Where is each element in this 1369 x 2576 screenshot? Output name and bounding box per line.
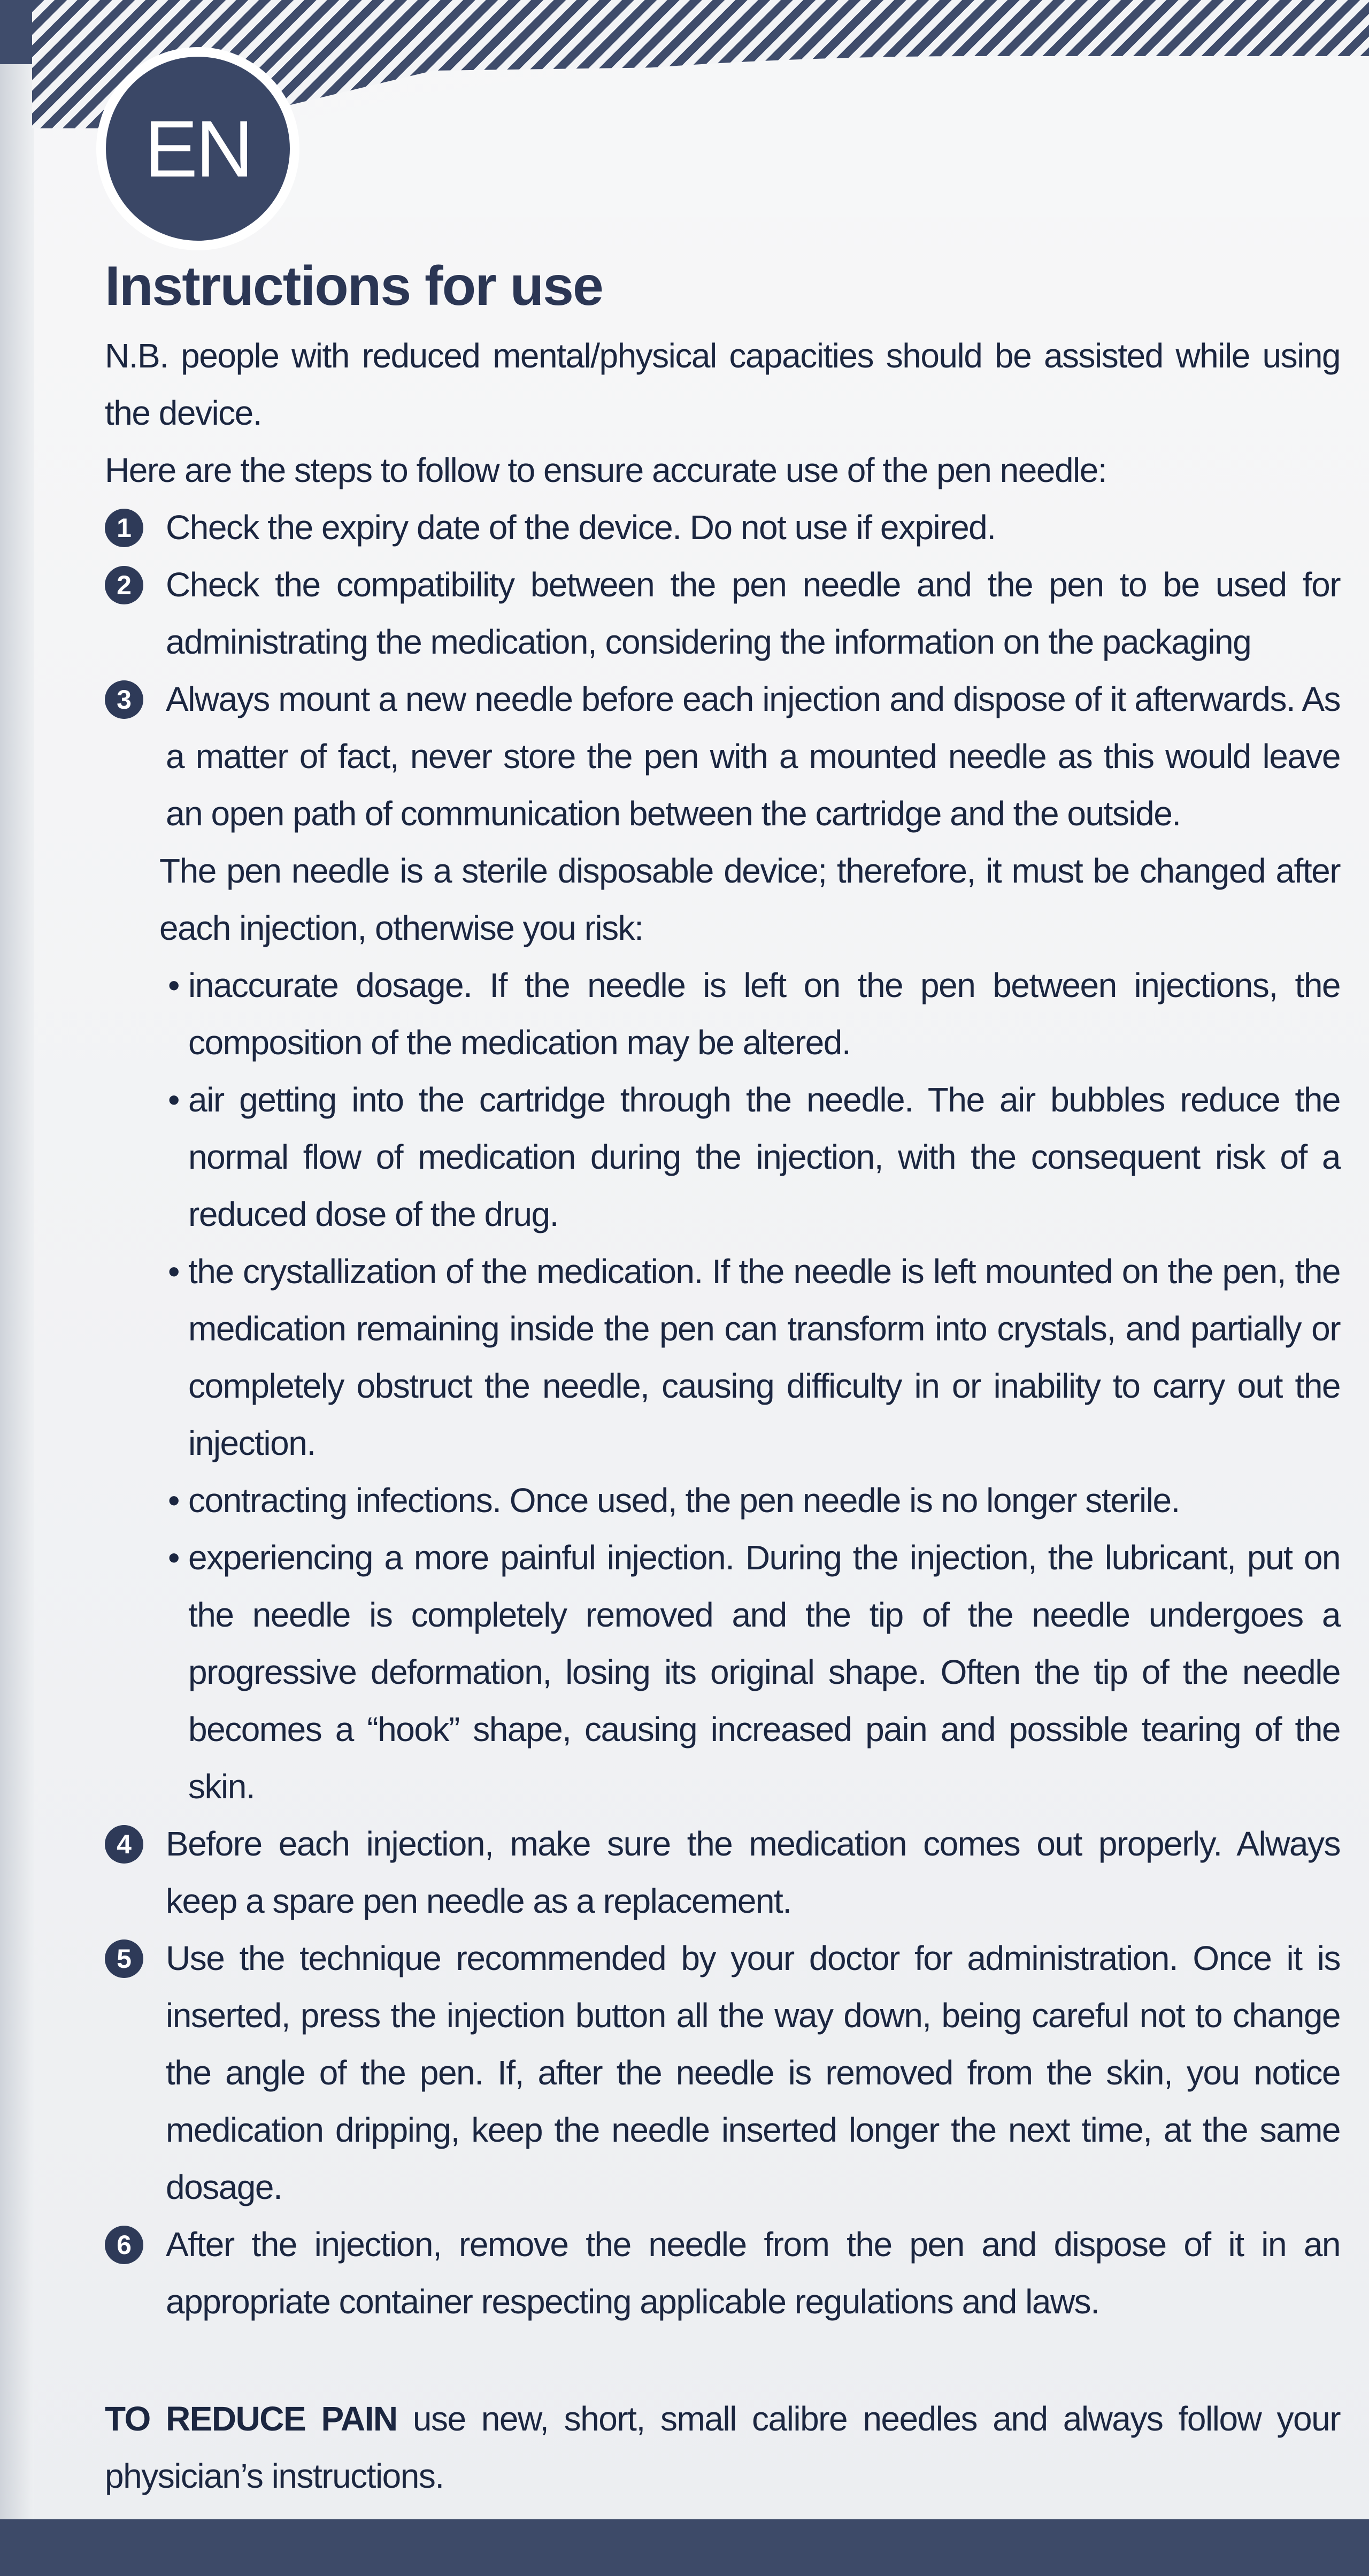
step-item xyxy=(105,2216,1340,2330)
risk-item: • contracting infections. Once used, the pen needle is no longer sterile. xyxy=(167,1472,1340,1529)
step-text: Use the technique recommended by your doctor for administration. Once it is inserted, press the injection button all the way down, being careful not to change the angle of the pen. If, after the needle is removed from the skin, you notice medication dripping, keep the needle inserted longer the next time, at the same dosage. xyxy=(166,1939,1340,2206)
risk-item: • inaccurate dosage. If the needle is left on the pen between injections, the composition of the medication may be altered. xyxy=(167,957,1340,1071)
risk-item: • air getting into the cartridge through the needle. The air bubbles reduce the normal flow of medication during the injection, with the consequent risk of a reduced dose of the drug. xyxy=(167,1071,1340,1243)
risk-list xyxy=(166,957,1340,1815)
step-text: Always mount a new needle before each injection and dispose of it afterwards. As a matter of fact, never store the pen with a mounted needle as this would leave an open path of communication between the cartridge and the outside. xyxy=(166,680,1340,833)
step-item xyxy=(105,1930,1340,2216)
step-text: After the injection, remove the needle from the pen and dispose of it in an appropriate container respecting applicable regulations and laws. xyxy=(166,2225,1340,2321)
risk-item: • the crystallization of the medication. If the needle is left mounted on the pen, the medication remaining inside the pen can transform into crystals, and partially or completely obstruct the needle, causing difficulty in or inability to carry out the injection. xyxy=(167,1243,1340,1472)
step-note: The pen needle is a sterile disposable device; therefore, it must be changed after each injection, otherwise you risk: xyxy=(159,852,1340,947)
step-text: Before each injection, make sure the medication comes out properly. Always keep a spare pen needle as a replacement. xyxy=(166,1824,1340,1920)
steps-list xyxy=(105,499,1340,2330)
step-number-badge: 4 xyxy=(105,1825,143,1864)
language-badge: EN xyxy=(106,57,290,241)
step-number-badge: 6 xyxy=(105,2226,143,2264)
step-item xyxy=(105,556,1340,671)
bottom-band xyxy=(0,2519,1369,2576)
step-number-badge: 2 xyxy=(105,566,143,604)
intro-note: N.B. people with reduced mental/physical capacities should be assisted while using the device. xyxy=(105,336,1340,432)
step-item xyxy=(105,1815,1340,1930)
step-item xyxy=(105,499,1340,556)
step-text: Check the compatibility between the pen needle and the pen to be used for administrating the medication, considering the information on the packaging xyxy=(166,565,1340,661)
step-text: Check the expiry date of the device. Do not use if expired. xyxy=(166,508,996,547)
intro-lead: Here are the steps to follow to ensure accurate use of the pen needle: xyxy=(105,451,1107,489)
instructions-content xyxy=(105,251,1340,2539)
step-number-badge: 5 xyxy=(105,1939,143,1978)
pain-reduction-text: use new, short, small calibre needles and always follow your physician’s instructions. xyxy=(105,2399,1341,2495)
page-edge-shadow xyxy=(0,0,34,2576)
header-curve xyxy=(225,56,1369,217)
pain-reduction-note xyxy=(105,2390,1340,2505)
risk-item: • experiencing a more painful injection. During the injection, the lubricant, put on the needle is completely removed and the tip of the needle undergoes a progressive deformation, losing its original shape. Often the tip of the needle becomes a “hook” shape, causing increased pain and possible tearing of the skin. xyxy=(167,1529,1340,1815)
step-item xyxy=(105,671,1340,1815)
pain-reduction-heading: TO REDUCE PAIN xyxy=(105,2399,397,2438)
page-title: Instructions for use xyxy=(105,255,603,317)
step-number-badge: 3 xyxy=(105,680,143,719)
step-number-badge: 1 xyxy=(105,509,143,547)
